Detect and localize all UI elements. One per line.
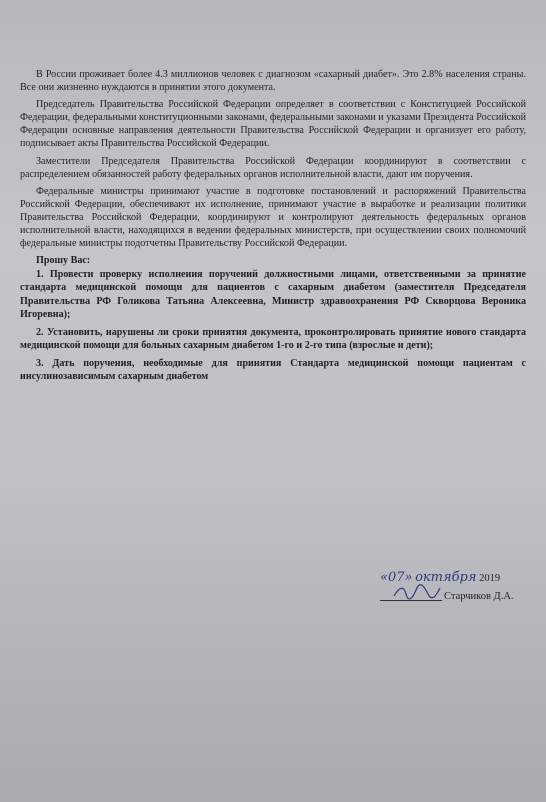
- date-month: октября: [415, 570, 477, 585]
- signer-name-text: Старчиков Д.А.: [444, 591, 514, 602]
- request-item-2: 2. Установить, нарушены ли сроки принятия документа, проконтролировать принятие нового стандарта медицинской помощи для больных сахарным диабетом 1-го и 2-го типа (взрослые и дети);: [20, 326, 526, 351]
- request-heading: Прошу Вас:: [36, 255, 91, 267]
- signer-name: [380, 591, 514, 602]
- paragraph-2: Председатель Правительства Российской Федерации определяет в соответствии с Конституцией Российской Федерации, федеральными конституционными законами, федеральными законами и указами Президента Российской Федерации основные направления деятельности Правительства Российской Федерации и организует его работу, подписывает акты Правительства Российской Федерации.: [20, 99, 526, 150]
- paragraph-4: Федеральные министры принимают участие в подготовке постановлений и распоряжений Правительства Российской Федерации, обеспечивают их исполнение, принимают участие в выработке и реализации политики Правительства Российской Федерации, координируют и контролируют деятельность федеральных органов исполнительной власти, находящихся в ведении федеральных министерств, при осуществлении своих полномочий федеральные министры подотчетны Правительству Российской Федерации.: [20, 185, 526, 250]
- request-item-3: 3. Дать поручения, необходимые для принятия Стандарта медицинской помощи пациентам с инсулинозависимым сахарным диабетом: [20, 357, 526, 382]
- date-year: 2019: [479, 573, 501, 584]
- paragraph-1: В России проживает более 4.3 миллионов человек с диагнозом «сахарный диабет». Это 2.8% населения страны. Все они жизненно нуждаются в принятии этого документа.: [20, 69, 526, 94]
- document-body: [20, 68, 526, 388]
- paragraph-3: Заместители Председателя Правительства Российской Федерации координируют в соответствии с распределением обязанностей работу федеральных органов исполнительной власти, дают им поручения.: [20, 155, 526, 180]
- date-day: «07»: [380, 570, 413, 585]
- request-item-1: 1. Провести проверку исполнения поручений должностными лицами, ответственными за принятие стандарта медицинской помощи для пациентов с сахарным диабетом (заместителя Председателя Правительства РФ Голикова Татьяна Алексеевна, Министр здравоохранения РФ Скворцова Вероника Игоревна);: [20, 269, 526, 320]
